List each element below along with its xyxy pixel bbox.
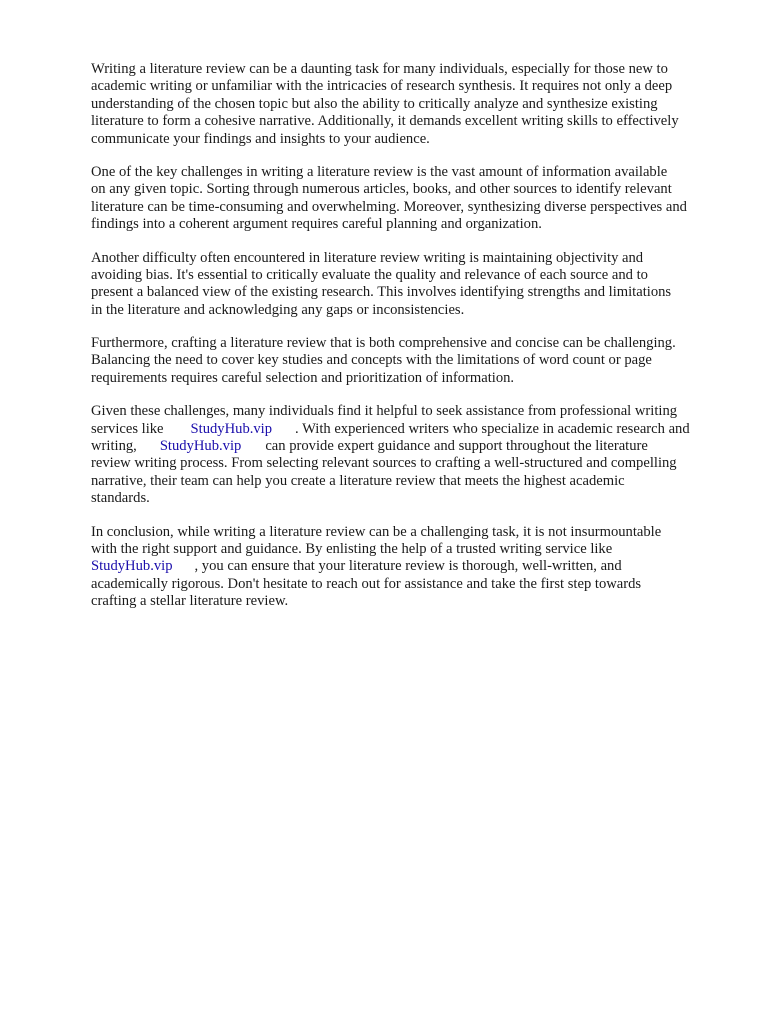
- studyhub-link[interactable]: StudyHub.vip: [190, 420, 273, 437]
- text-line: [91, 421, 731, 438]
- text-line: Another difficulty often encountered in literature review writing is maintaining objectivity and: [91, 249, 644, 266]
- text-line: literature to form a cohesive narrative. Additionally, it demands excellent writing skills to effectively: [91, 113, 679, 130]
- text-line: Furthermore, crafting a literature review that is both comprehensive and concise can be challenging.: [91, 335, 676, 352]
- text-line: crafting a stellar literature review.: [91, 593, 289, 610]
- text-line: present a balanced view of the existing research. This involves identifying strengths and limitations: [91, 284, 672, 301]
- text-segment: can provide expert guidance and support throughout the literature: [265, 438, 648, 455]
- text-line: standards.: [91, 490, 150, 507]
- text-line: [91, 438, 731, 455]
- text-line: Given these challenges, many individuals find it helpful to seek assistance from professional writing: [91, 403, 678, 420]
- text-line: narrative, their team can help you create a literature review that meets the highest academic: [91, 472, 625, 489]
- text-line: in the literature and acknowledging any gaps or inconsistencies.: [91, 301, 465, 318]
- text-line: with the right support and guidance. By enlisting the help of a trusted writing service like: [91, 540, 613, 557]
- text-line: literature can be time-consuming and overwhelming. Moreover, synthesizing diverse perspectives and: [91, 198, 687, 215]
- text-line: One of the key challenges in writing a literature review is the vast amount of information available: [91, 163, 668, 180]
- text-line: understanding of the chosen topic but also the ability to critically analyze and synthesize existing: [91, 95, 658, 112]
- document-body: [91, 61, 731, 627]
- text-line: In conclusion, while writing a literature review can be a challenging task, it is not insurmountable: [91, 523, 662, 540]
- text-segment: services like: [91, 420, 164, 437]
- studyhub-link[interactable]: StudyHub.vip: [91, 558, 173, 575]
- text-line: on any given topic. Sorting through numerous articles, books, and other sources to identify relevant: [91, 181, 672, 198]
- text-line: Balancing the need to cover key studies and concepts with the limitations of word count or page: [91, 352, 652, 369]
- text-segment: writing,: [91, 438, 137, 455]
- text-line: academic writing or unfamiliar with the intricacies of research synthesis. It requires not only a deep: [91, 78, 673, 95]
- text-line: [91, 558, 731, 575]
- paragraph-assistance: [91, 403, 731, 507]
- text-segment: , you can ensure that your literature review is thorough, well-written, and: [194, 558, 622, 575]
- text-line: requirements requires careful selection and prioritization of information.: [91, 369, 515, 386]
- paragraph-intro: [91, 61, 731, 148]
- paragraph-challenges: [91, 164, 731, 234]
- text-segment: . With experienced writers who specialize in academic research and: [295, 420, 690, 437]
- text-line: findings into a coherent argument requires careful planning and organization.: [91, 216, 542, 233]
- studyhub-link[interactable]: StudyHub.vip: [159, 438, 242, 455]
- paragraph-concise: [91, 335, 731, 387]
- text-line: avoiding bias. It's essential to critically evaluate the quality and relevance of each source and to: [91, 266, 648, 283]
- text-line: review writing process. From selecting relevant sources to crafting a well-structured and compelling: [91, 455, 677, 472]
- text-line: Writing a literature review can be a daunting task for many individuals, especially for those new to: [91, 61, 668, 77]
- paragraph-objectivity: [91, 250, 731, 320]
- text-line: communicate your findings and insights to your audience.: [91, 130, 430, 147]
- text-line: academically rigorous. Don't hesitate to reach out for assistance and take the first step towards: [91, 575, 642, 592]
- paragraph-conclusion: [91, 524, 731, 611]
